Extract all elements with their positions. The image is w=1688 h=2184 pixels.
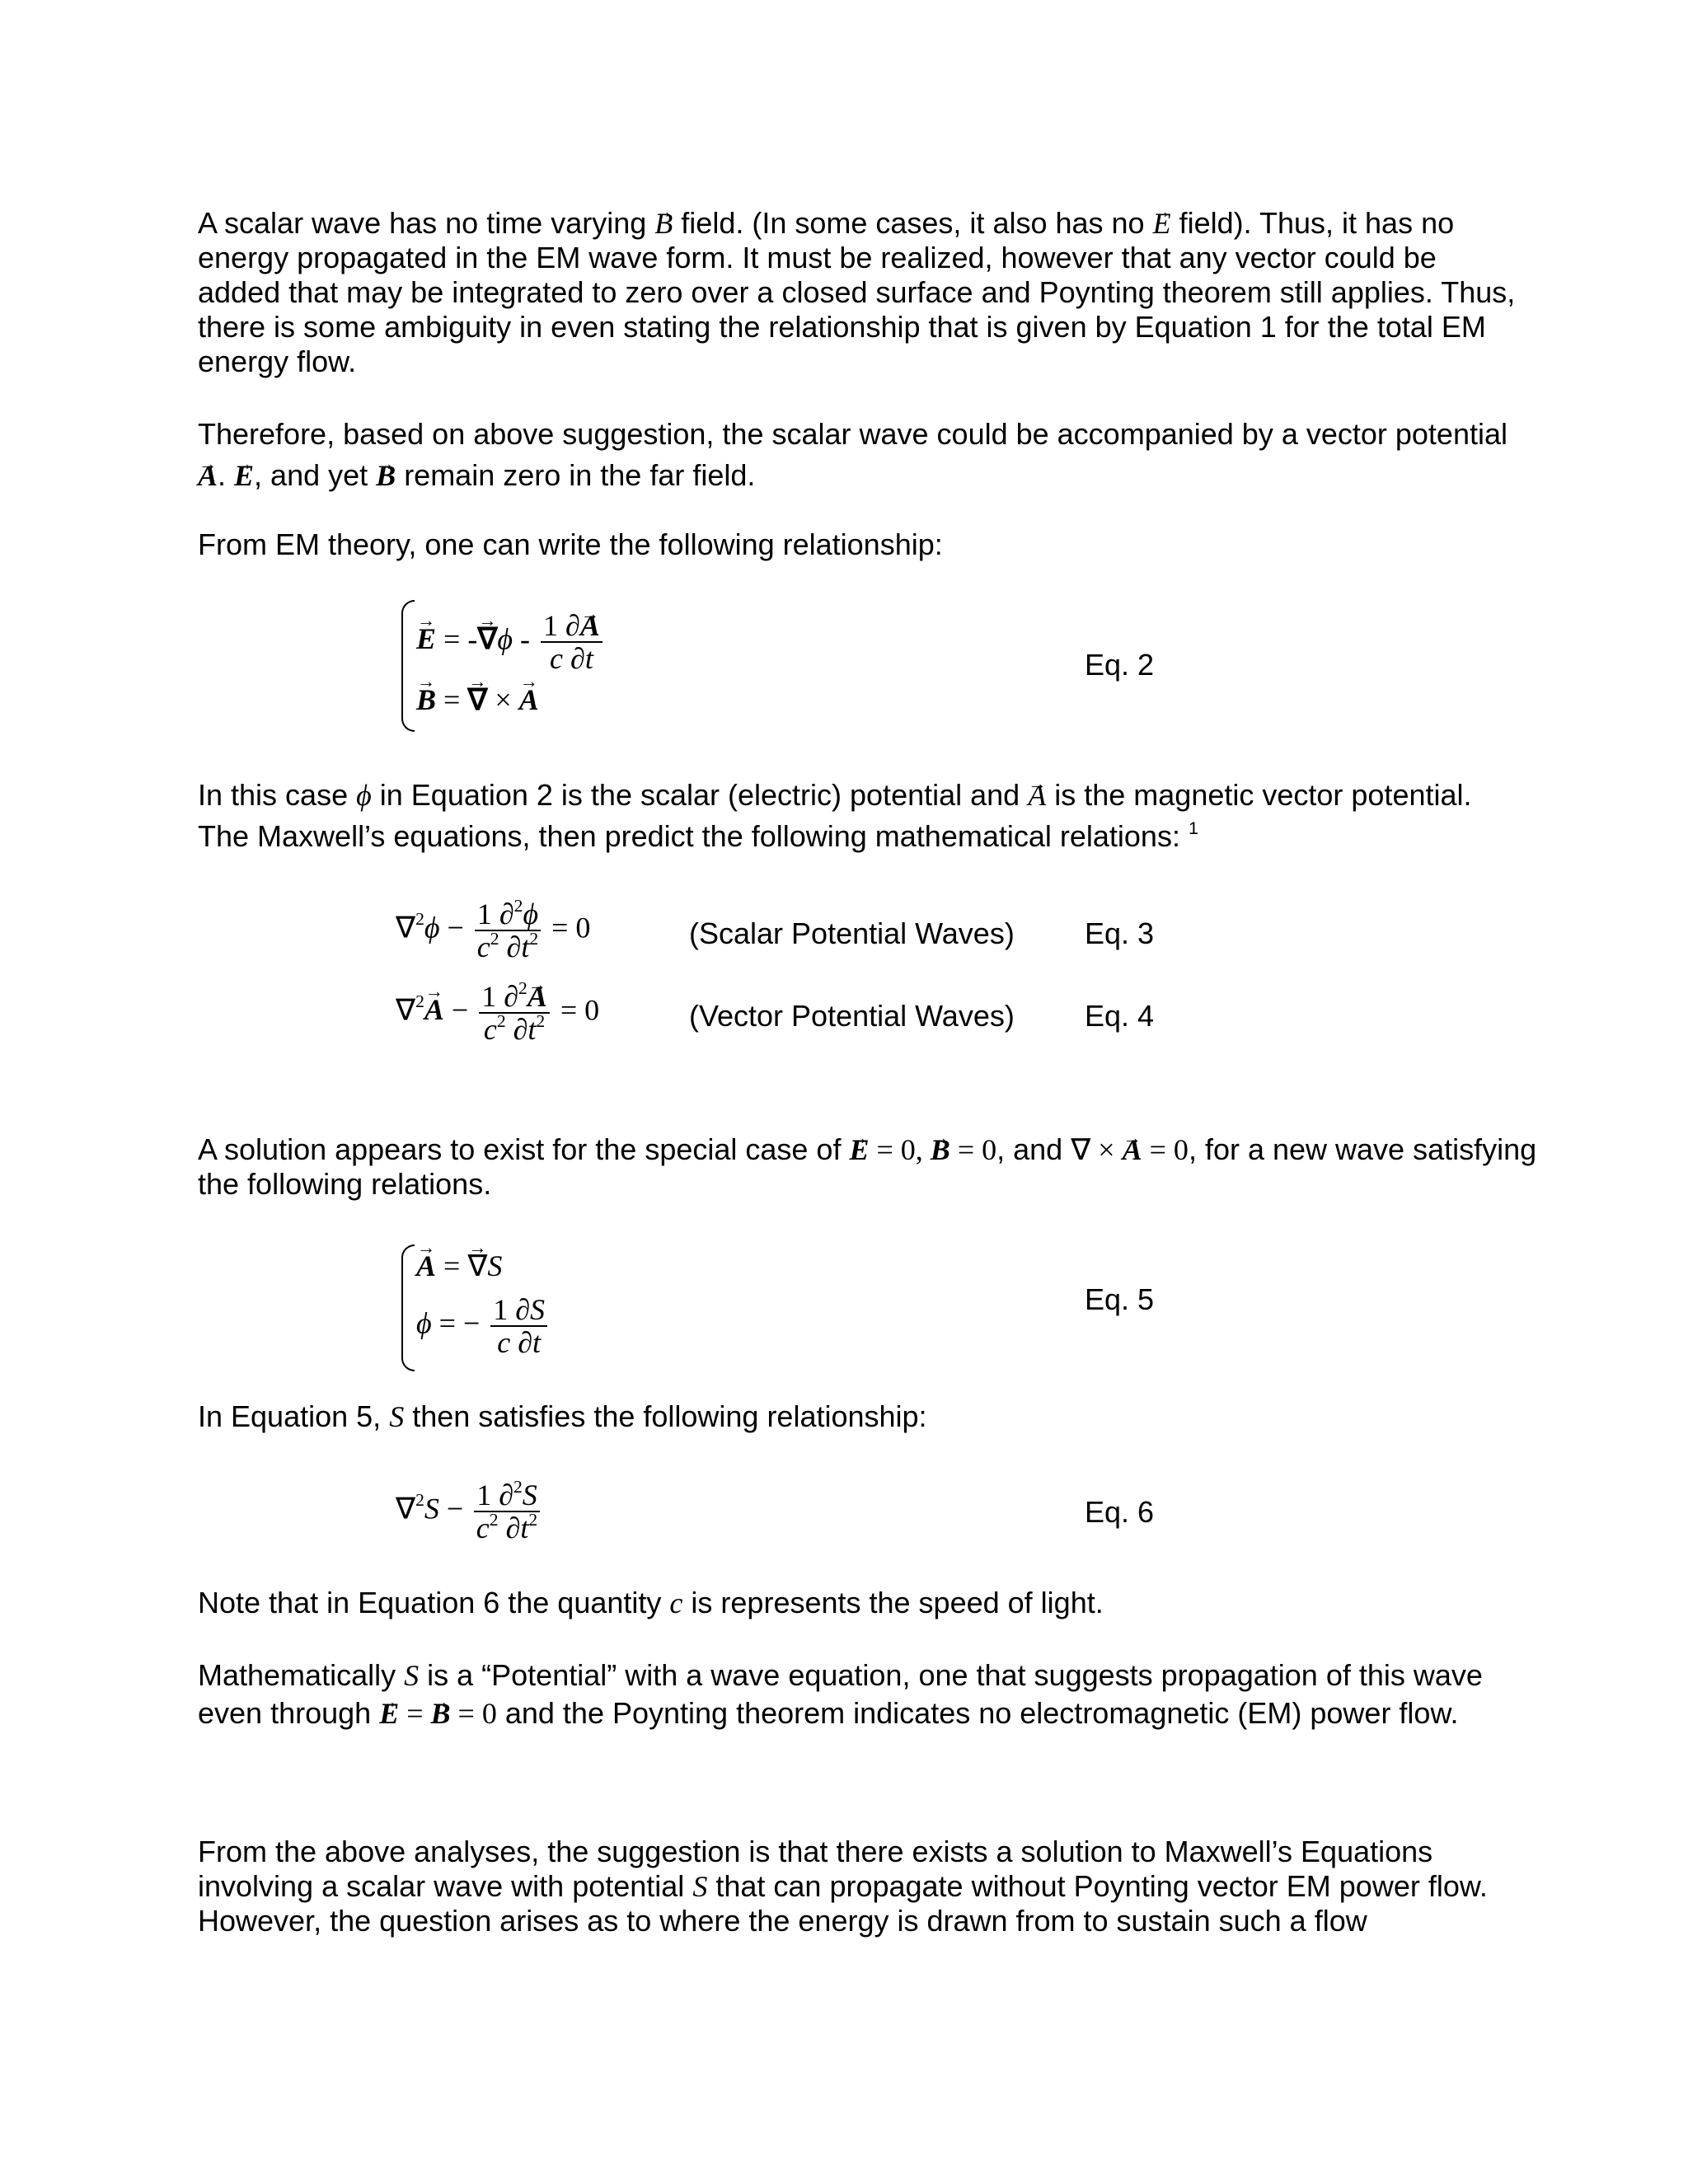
eq6-label: Eq. 6 — [1085, 1495, 1155, 1529]
paragraph-2 — [198, 414, 1517, 496]
paragraph-9 — [198, 1835, 1517, 1938]
p5-text-a: A solution appears to exist for the special case of — [198, 1132, 842, 1166]
p8-text-c: and the Poynting theorem indicates no electromagnetic (EM) power flow. — [504, 1696, 1459, 1730]
p9-text-b: that can propagate without Poynting vector EM power flow. However, the question arises as to where the energy is drawn from to sustain such a flow — [198, 1869, 1488, 1938]
eq3-label: Eq. 3 — [1085, 916, 1155, 950]
p5-text-b: , and — [996, 1132, 1063, 1166]
p6-text-b: then satisfies the following relationship: — [412, 1399, 927, 1433]
symbol-S-2: S — [404, 1659, 420, 1692]
p7-text-a: Note that in Equation 6 the quantity — [198, 1586, 662, 1619]
footnote-marker: 1 — [1188, 817, 1198, 838]
symbol-B: → B — [654, 206, 673, 241]
eq5-line2: ϕ = − $\frac{1 \partial S}{c \partial t}$ — [416, 1294, 551, 1358]
eq3-formula: ∇$^2$ϕ − $\frac{1 \partial^2\phi}{c^2 \partial t^2}$ = 0 — [396, 895, 591, 963]
p8-text-a: Mathematically — [198, 1658, 396, 1692]
paragraph-4 — [198, 775, 1517, 857]
paragraph-6 — [198, 1399, 1517, 1434]
paragraph-3 — [198, 527, 1517, 562]
eq6-formula: ∇$^2$S − $\frac{1 \partial^2S}{c^2 \partial t^2}$ — [396, 1479, 543, 1544]
p4-text-a: In this case — [198, 778, 349, 812]
symbol-B-bold: → B — [376, 455, 396, 496]
symbol-E-bold: → E — [234, 455, 254, 496]
paragraph-5 — [198, 1132, 1550, 1202]
paragraph-7 — [198, 1586, 1517, 1620]
p8-text-b: is a “Potential” with a wave equation, one that suggests propagation of this wave even through — [198, 1658, 1483, 1730]
eq2-label: Eq. 2 — [1085, 648, 1155, 682]
eq2-brace — [401, 600, 415, 732]
p4-text-b: in Equation 2 is the scalar (electric) potential and — [379, 778, 1020, 812]
symbol-A-vec: → A — [1028, 775, 1046, 816]
eq3-description: (Scalar Potential Waves) — [689, 916, 1015, 950]
p1-text-a: A scalar wave has no time varying — [198, 206, 647, 240]
p2-text-d: remain zero in the far field. — [404, 458, 756, 492]
p1-text-c: field). Thus, it has no energy propagated in the EM wave form. It must be realized, however that any vector could be added that may be integrated to zero over a closed surface and Poynting theorem still applies. Thus, there is some ambiguity in even stating the relationship that is given by Equation 1 for the total EM energy flow. — [198, 206, 1516, 378]
p9-text-a: From the above analyses, the suggestion is that there exists a solution to Maxwell’s Equations involving a scalar wave with potential — [198, 1835, 1433, 1903]
symbol-S: S — [389, 1400, 405, 1433]
p2-text-a: Therefore, based on above suggestion, the scalar wave could be accompanied by a vector potential — [198, 417, 1507, 451]
eq4-formula: ∇$^2$→ A − $\frac{1 \partial^2\to A}{c^2 \partial t^2}$ = 0 — [396, 981, 599, 1045]
p4-text-c: is the magnetic vector potential. The Maxwell’s equations, then predict the following mathematical relations: — [198, 778, 1472, 853]
symbol-A: → A — [198, 455, 218, 496]
p2-text-c: , and yet — [254, 458, 368, 492]
p6-text-a: In Equation 5, — [198, 1399, 382, 1433]
symbol-c: c — [669, 1586, 683, 1619]
symbol-phi: ϕ — [356, 779, 372, 812]
p7-text-b: is represents the speed of light. — [691, 1586, 1104, 1619]
paragraph-8 — [198, 1657, 1517, 1732]
eq2-line2: → B = → ∇ × → A — [416, 682, 539, 717]
eq5-brace — [401, 1244, 415, 1371]
eq2-line1: → E = -→ ∇ϕ - $\frac{1 \partial\to A}{c \partial t}$ — [416, 610, 606, 674]
condition-E-eq-B: → E = → B = 0 — [379, 1697, 497, 1730]
p1-text-b: field. (In some cases, it also has no — [681, 206, 1145, 240]
eq5-label: Eq. 5 — [1085, 1282, 1155, 1316]
symbol-S-3: S — [692, 1870, 708, 1903]
p2-text-b: . — [218, 458, 235, 492]
p5-text-c: , for a new wave satisfying the following relations. — [198, 1132, 1537, 1201]
eq4-label: Eq. 4 — [1085, 999, 1155, 1033]
paragraph-1 — [198, 206, 1517, 379]
symbol-E: → E — [1153, 206, 1171, 241]
condition-curl-A: ∇ × → A = 0 — [1071, 1133, 1189, 1166]
p3-text: From EM theory, one can write the following relationship: — [198, 527, 943, 561]
eq5-line1: → A = → ∇S — [416, 1249, 502, 1283]
condition-E-B: → E = 0, → B = 0 — [849, 1133, 996, 1166]
eq4-description: (Vector Potential Waves) — [689, 999, 1015, 1033]
